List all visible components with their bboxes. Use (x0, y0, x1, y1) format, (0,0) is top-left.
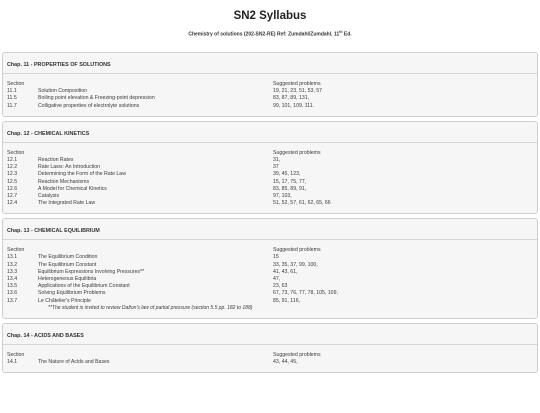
section-title: Boiling point elevation & Freezing-point depression (38, 95, 155, 102)
section-number: 12.1 (7, 156, 18, 163)
section-number: 13.4 (7, 276, 18, 282)
subtitle-end: Ed. (342, 31, 352, 38)
title-header-spacer (38, 81, 273, 88)
section-header: Section (7, 351, 25, 358)
suggested-problems: 67, 73, 76, 77, 78, 105, 109, (273, 290, 338, 297)
chapter-title: Chap. 11 - PROPERTIES OF SOLUTIONS (7, 62, 111, 68)
table-row (3, 262, 537, 269)
subtitle-text: Chemistry of solutions (202-SN2-RE) Ref: Zumdahl/Zumdahl, 11 (188, 31, 340, 38)
section-title: The Integrated Rate Law (38, 200, 96, 207)
section-number: 13.7 (7, 297, 18, 304)
chapter-title: Chap. 12 - CHEMICAL KINETICS (7, 130, 90, 137)
section-number: 11.5 (7, 95, 17, 102)
section-title: Heterogeneous Equilibria (38, 276, 97, 282)
table-row (3, 171, 537, 178)
table-header-row (3, 247, 537, 254)
suggested-problems: 23, 63 (273, 283, 288, 290)
chapter-block (2, 218, 538, 319)
table-row (3, 276, 537, 283)
subtitle-superscript: th (339, 30, 343, 34)
title-header-spacer (38, 150, 273, 157)
section-number: 12.7 (7, 192, 18, 199)
table-row (3, 290, 537, 297)
table-row (3, 269, 537, 276)
table-row (3, 103, 537, 110)
page-title: SN2 Syllabus (233, 10, 307, 22)
chapter-title: Chap. 13 - CHEMICAL EQUILIBRIUM (7, 228, 100, 235)
section-header: Section (7, 81, 25, 87)
suggested-problems: 15 (273, 254, 279, 261)
chapter-divider (3, 73, 537, 74)
section-title: Reaction Mechanisms (38, 178, 90, 185)
suggested-problems: 51, 52, 57, 61, 62, 65, 66 (273, 200, 331, 207)
table-row (3, 157, 537, 164)
table-row (3, 193, 537, 200)
table-header-row (3, 352, 537, 359)
section-title: Reaction Rates (38, 156, 74, 163)
suggested-problems: 39, 45, 123, (273, 171, 301, 178)
problems-header: Suggested problems (273, 149, 321, 156)
suggested-problems: 19, 21, 23, 51, 53, 57 (273, 88, 323, 95)
section-number: 12.3 (7, 171, 18, 178)
table-row (3, 283, 537, 290)
page-subtitle (0, 28, 540, 36)
chapter-block (2, 323, 538, 373)
table-row (3, 95, 537, 102)
suggested-problems: 43, 44, 45, (273, 359, 298, 366)
table-header-row (3, 81, 537, 88)
table-row (3, 298, 537, 305)
section-title: Solving Equilibrium Problems (38, 290, 106, 297)
table-row (3, 88, 537, 95)
suggested-problems: 83, 87, 89, 131, (273, 95, 310, 102)
suggested-problems: 37 (273, 164, 279, 171)
suggested-problems: 97, 103, (273, 192, 292, 199)
section-title: The Nature of Acids and Bases (38, 359, 110, 366)
table-row (3, 359, 537, 366)
chapter-divider (3, 344, 537, 345)
section-number: 13.3 (7, 268, 18, 275)
chapter-block (2, 121, 538, 215)
section-title: Solution Composition (38, 88, 88, 95)
problems-header: Suggested problems (273, 351, 321, 358)
suggested-problems: 83, 85, 89, 91, (273, 185, 307, 192)
section-title: Colligative properties of electrolyte solutions (38, 102, 140, 109)
section-number: 14.1 (7, 359, 18, 366)
section-number: 11.1 (7, 88, 17, 95)
problems-header: Suggested problems (273, 81, 321, 87)
section-title: Determining the Form of the Rate Law (38, 171, 126, 178)
table-row (3, 164, 537, 171)
suggested-problems: 47, (273, 276, 281, 282)
chapter-title: Chap. 14 - ACIDS AND BASES (7, 332, 84, 339)
chapter-divider (3, 142, 537, 143)
section-number: 12.6 (7, 185, 18, 192)
chapter-note: **The student is invited to review Dalton's law of partial pressure (section 5.5 pp. 182 to 188) (48, 304, 253, 311)
table-row (3, 200, 537, 207)
section-number: 13.1 (7, 254, 18, 261)
section-title: The Equilibrium Constant (38, 261, 97, 268)
title-header-spacer (38, 247, 273, 254)
section-header: Section (7, 247, 25, 254)
section-title: A Model for Chemical Kinetics (38, 185, 107, 192)
suggested-problems: 31, (273, 156, 281, 163)
section-title: Rate Laws: An Introduction (38, 164, 100, 171)
section-number: 13.6 (7, 290, 18, 297)
section-title: Equilibrium Expressions Involving Pressures** (38, 268, 145, 275)
section-header: Section (7, 149, 25, 156)
table-row (3, 254, 537, 261)
section-number: 13.2 (7, 261, 18, 268)
section-title: Le Châtelier's Principle (38, 297, 91, 304)
suggested-problems: 33, 35, 37, 99, 100, (273, 261, 318, 268)
chapters-container (2, 52, 538, 377)
suggested-problems: 15, 17, 75, 77, (273, 178, 307, 185)
suggested-problems: 85, 91, 116, (273, 297, 301, 304)
section-title: Catalysis (38, 192, 60, 199)
chapter-block (2, 52, 538, 117)
section-number: 12.2 (7, 164, 18, 171)
table-row (3, 179, 537, 186)
table-header-row (3, 150, 537, 157)
section-number: 13.5 (7, 283, 18, 290)
section-title: Applications of the Equilibrium Constant (38, 283, 130, 290)
section-number: 12.5 (7, 178, 18, 185)
table-row (3, 186, 537, 193)
section-title: The Equilibrium Condition (38, 254, 98, 261)
section-number: 12.4 (7, 200, 18, 207)
section-number: 11.7 (7, 102, 17, 109)
problems-header: Suggested problems (273, 247, 321, 254)
title-header-spacer (38, 352, 273, 359)
chapter-divider (3, 239, 537, 240)
suggested-problems: 99, 101, 109, 111. (273, 102, 315, 109)
suggested-problems: 41, 43, 61, (273, 268, 298, 275)
